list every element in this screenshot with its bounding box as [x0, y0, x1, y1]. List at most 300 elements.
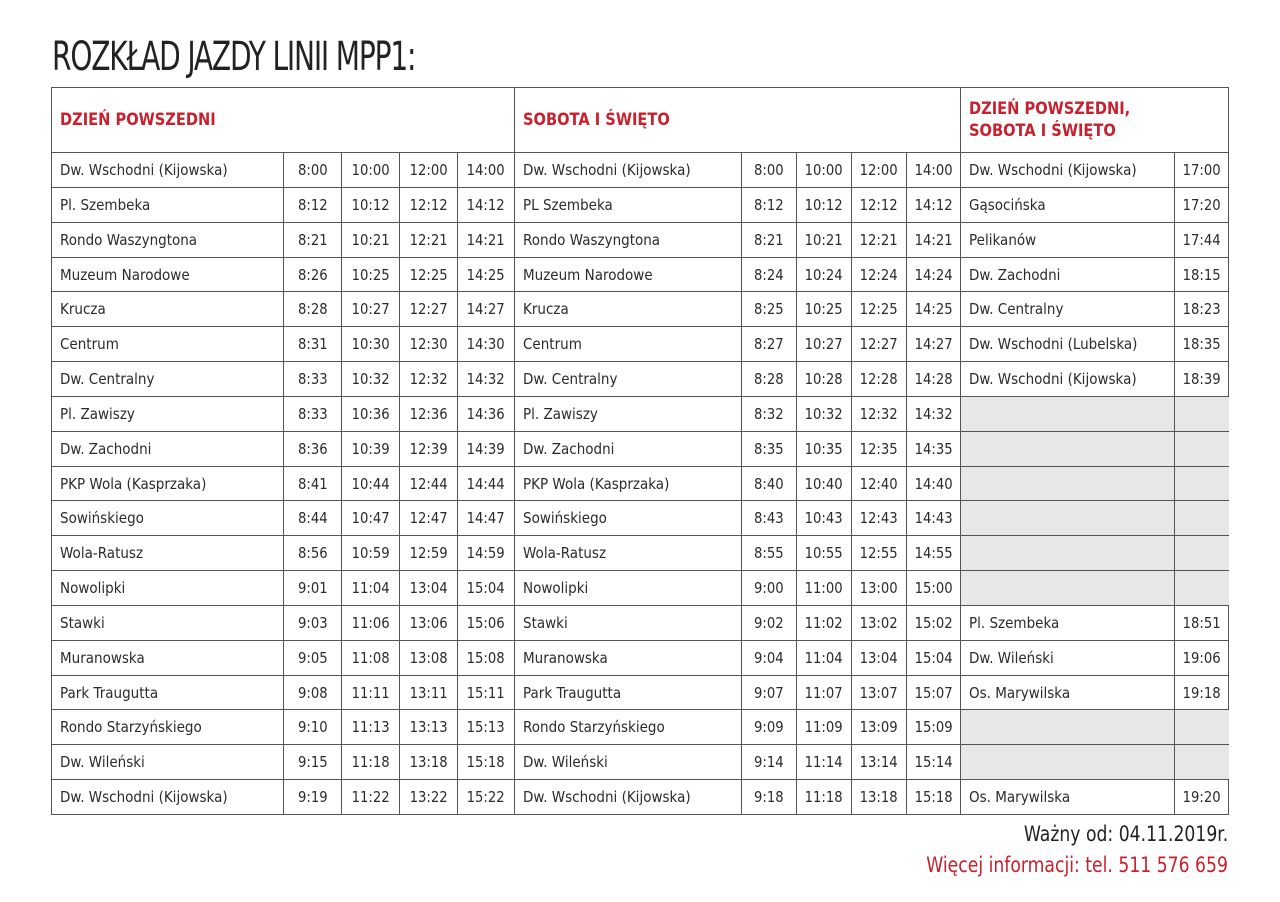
- departure-time: 12:00: [859, 161, 899, 179]
- stop-name: PKP Wola (Kasprzaka): [523, 474, 670, 493]
- stop-name-cell: [515, 745, 742, 780]
- departure-time-cell: [852, 467, 907, 502]
- departure-time-cell: [284, 571, 342, 606]
- stop-name-cell: [52, 258, 284, 293]
- departure-time: 14:32: [914, 404, 953, 423]
- departure-time-cell: [400, 258, 458, 293]
- section-header-2: [515, 88, 961, 153]
- departure-time-cell: [907, 467, 961, 502]
- departure-time: 8:25: [754, 300, 784, 319]
- departure-time: 14:12: [466, 195, 506, 214]
- departure-time-cell: [342, 223, 400, 258]
- stop-name: Krucza: [523, 300, 569, 319]
- departure-time: 9:07: [754, 683, 784, 702]
- empty-time-cell: [1175, 536, 1229, 571]
- departure-time-cell: [284, 362, 342, 397]
- empty-time-cell: [1175, 432, 1229, 467]
- stop-name: Pl. Szembeka: [60, 195, 151, 214]
- section-header-label: DZIEŃ POWSZEDNI: [60, 110, 216, 130]
- departure-time-cell: [458, 501, 515, 536]
- departure-time-cell: [852, 571, 907, 606]
- departure-time-cell: [458, 467, 515, 502]
- departure-time: 12:24: [859, 265, 899, 284]
- departure-time: 12:59: [409, 544, 448, 563]
- departure-time-cell: [458, 606, 515, 641]
- departure-time-cell: [400, 536, 458, 571]
- departure-time-cell: [400, 153, 458, 188]
- departure-time: 10:39: [351, 439, 390, 458]
- departure-time-cell: [907, 327, 961, 362]
- departure-time: 14:24: [914, 265, 953, 284]
- stop-name-cell: [515, 641, 742, 676]
- departure-time: 10:35: [804, 439, 844, 458]
- departure-time-cell: [742, 397, 797, 432]
- stop-name-cell: [515, 153, 742, 188]
- departure-time: 11:11: [351, 683, 390, 702]
- departure-time: 12:36: [409, 404, 448, 423]
- departure-time-cell: [742, 362, 797, 397]
- stop-name-cell: [961, 780, 1175, 815]
- departure-time: 9:15: [297, 753, 328, 772]
- departure-time: 15:09: [914, 718, 953, 737]
- departure-time: 18:35: [1182, 335, 1222, 354]
- departure-time-cell: [907, 362, 961, 397]
- departure-time: 12:27: [409, 300, 448, 319]
- departure-time-cell: [342, 258, 400, 293]
- departure-time: 13:22: [409, 788, 448, 807]
- departure-time: 13:11: [409, 683, 448, 702]
- departure-time: 15:22: [466, 788, 506, 807]
- departure-time: 15:02: [914, 613, 953, 632]
- stop-name: Centrum: [60, 335, 119, 354]
- stop-name-cell: [515, 780, 742, 815]
- departure-time-cell: [400, 432, 458, 467]
- departure-time-cell: [458, 432, 515, 467]
- departure-time-cell: [742, 432, 797, 467]
- departure-time-cell: [1175, 641, 1229, 676]
- departure-time: 12:27: [859, 335, 899, 354]
- departure-time: 15:00: [914, 579, 953, 598]
- departure-time: 10:28: [804, 370, 844, 389]
- departure-time: 14:30: [466, 335, 506, 354]
- departure-time-cell: [458, 258, 515, 293]
- departure-time: 11:13: [351, 718, 390, 737]
- departure-time: 19:18: [1182, 683, 1222, 702]
- stop-name-cell: [515, 188, 742, 223]
- stop-name-cell: [961, 153, 1175, 188]
- valid-from-note: Ważny od: 04.11.2019r.: [1023, 822, 1228, 846]
- departure-time-cell: [907, 676, 961, 711]
- departure-time: 9:08: [297, 683, 328, 702]
- departure-time: 9:00: [754, 579, 784, 598]
- departure-time-cell: [852, 223, 907, 258]
- departure-time: 10:59: [351, 544, 390, 563]
- departure-time: 11:09: [804, 718, 844, 737]
- stop-name-cell: [515, 292, 742, 327]
- empty-stop-cell: [961, 432, 1175, 467]
- stop-name: Dw. Wschodni (Kijowska): [60, 161, 228, 179]
- departure-time: 11:14: [804, 753, 844, 772]
- departure-time-cell: [797, 362, 852, 397]
- departure-time-cell: [400, 362, 458, 397]
- stop-name-cell: [52, 467, 284, 502]
- departure-time: 12:12: [409, 195, 448, 214]
- departure-time-cell: [797, 710, 852, 745]
- departure-time-cell: [852, 362, 907, 397]
- departure-time-cell: [742, 710, 797, 745]
- departure-time-cell: [458, 153, 515, 188]
- departure-time: 8:31: [297, 335, 328, 354]
- departure-time: 12:55: [859, 544, 899, 563]
- departure-time: 11:22: [351, 788, 390, 807]
- departure-time-cell: [797, 676, 852, 711]
- stop-name: Dw. Wschodni (Kijowska): [969, 370, 1137, 389]
- departure-time-cell: [400, 397, 458, 432]
- departure-time-cell: [400, 641, 458, 676]
- departure-time: 14:27: [466, 300, 506, 319]
- departure-time: 14:39: [466, 439, 506, 458]
- departure-time-cell: [342, 571, 400, 606]
- departure-time: 14:55: [914, 544, 953, 563]
- departure-time: 12:39: [409, 439, 448, 458]
- departure-time: 10:44: [351, 474, 390, 493]
- departure-time: 8:28: [297, 300, 328, 319]
- stop-name-cell: [52, 153, 284, 188]
- departure-time: 14:40: [914, 474, 953, 493]
- stop-name: Nowolipki: [60, 579, 126, 598]
- stop-name-cell: [515, 501, 742, 536]
- departure-time: 10:55: [804, 544, 844, 563]
- empty-stop-cell: [961, 710, 1175, 745]
- departure-time: 11:04: [351, 579, 390, 598]
- departure-time-cell: [852, 676, 907, 711]
- departure-time-cell: [458, 327, 515, 362]
- departure-time-cell: [284, 327, 342, 362]
- departure-time-cell: [342, 710, 400, 745]
- stop-name: Dw. Wschodni (Kijowska): [523, 161, 691, 179]
- departure-time-cell: [284, 153, 342, 188]
- departure-time-cell: [852, 188, 907, 223]
- stop-name: Dw. Centralny: [60, 370, 155, 389]
- departure-time: 8:33: [297, 370, 328, 389]
- departure-time-cell: [400, 780, 458, 815]
- stop-name-cell: [52, 676, 284, 711]
- empty-time-cell: [1175, 710, 1229, 745]
- departure-time-cell: [907, 188, 961, 223]
- stop-name-cell: [515, 467, 742, 502]
- departure-time: 9:04: [754, 648, 784, 667]
- departure-time-cell: [797, 292, 852, 327]
- departure-time-cell: [852, 641, 907, 676]
- departure-time: 13:18: [859, 788, 899, 807]
- stop-name-cell: [52, 327, 284, 362]
- departure-time: 18:39: [1182, 370, 1222, 389]
- departure-time-cell: [458, 292, 515, 327]
- empty-stop-cell: [961, 536, 1175, 571]
- departure-time-cell: [400, 188, 458, 223]
- departure-time: 12:47: [409, 509, 448, 528]
- departure-time-cell: [852, 292, 907, 327]
- stop-name: Dw. Wschodni (Lubelska): [969, 335, 1138, 354]
- empty-stop-cell: [961, 745, 1175, 780]
- stop-name: Dw. Zachodni: [60, 439, 152, 458]
- departure-time: 8:12: [754, 195, 784, 214]
- stop-name: Dw. Wschodni (Kijowska): [969, 161, 1137, 179]
- stop-name-cell: [515, 362, 742, 397]
- departure-time: 8:35: [754, 439, 784, 458]
- stop-name: PL Szembeka: [523, 195, 613, 214]
- departure-time: 15:07: [914, 683, 953, 702]
- departure-time-cell: [742, 258, 797, 293]
- departure-time: 9:18: [754, 788, 784, 807]
- stop-name: Nowolipki: [523, 579, 589, 598]
- stop-name: Dw. Wileński: [969, 648, 1054, 667]
- departure-time: 9:05: [297, 648, 328, 667]
- departure-time-cell: [1175, 258, 1229, 293]
- departure-time: 15:04: [466, 579, 506, 598]
- departure-time: 8:44: [297, 509, 328, 528]
- departure-time-cell: [797, 780, 852, 815]
- departure-time: 15:14: [914, 753, 953, 772]
- departure-time: 14:21: [914, 230, 953, 249]
- stop-name: Wola-Ratusz: [523, 544, 607, 563]
- departure-time: 12:25: [409, 265, 448, 284]
- departure-time: 13:13: [409, 718, 448, 737]
- departure-time-cell: [852, 780, 907, 815]
- departure-time-cell: [284, 223, 342, 258]
- departure-time: 11:07: [804, 683, 844, 702]
- departure-time-cell: [907, 606, 961, 641]
- stop-name-cell: [961, 258, 1175, 293]
- departure-time-cell: [458, 397, 515, 432]
- departure-time: 12:40: [859, 474, 899, 493]
- departure-time: 10:00: [351, 161, 390, 179]
- departure-time-cell: [852, 606, 907, 641]
- departure-time: 10:32: [351, 370, 390, 389]
- stop-name-cell: [52, 397, 284, 432]
- departure-time-cell: [907, 397, 961, 432]
- departure-time: 14:00: [466, 161, 506, 179]
- departure-time-cell: [907, 432, 961, 467]
- departure-time: 10:00: [804, 161, 844, 179]
- departure-time: 13:04: [859, 648, 899, 667]
- departure-time: 10:27: [804, 335, 844, 354]
- stop-name: Wola-Ratusz: [60, 544, 144, 563]
- departure-time: 19:06: [1182, 648, 1222, 667]
- departure-time-cell: [797, 397, 852, 432]
- departure-time: 10:43: [804, 509, 844, 528]
- stop-name-cell: [52, 223, 284, 258]
- stop-name: Pelikanów: [969, 230, 1037, 249]
- departure-time: 10:36: [351, 404, 390, 423]
- departure-time: 13:04: [409, 579, 448, 598]
- departure-time-cell: [458, 745, 515, 780]
- departure-time: 14:25: [466, 265, 506, 284]
- departure-time-cell: [458, 362, 515, 397]
- timetable-grid: [51, 87, 1229, 815]
- stop-name-cell: [52, 501, 284, 536]
- departure-time-cell: [1175, 327, 1229, 362]
- departure-time: 10:24: [804, 265, 844, 284]
- departure-time: 13:06: [409, 613, 448, 632]
- departure-time: 8:21: [297, 230, 328, 249]
- departure-time-cell: [284, 292, 342, 327]
- empty-time-cell: [1175, 501, 1229, 536]
- departure-time: 15:13: [466, 718, 506, 737]
- departure-time: 12:12: [859, 195, 899, 214]
- departure-time-cell: [342, 292, 400, 327]
- stop-name: Os. Marywilska: [969, 788, 1071, 807]
- departure-time: 14:25: [914, 300, 953, 319]
- stop-name-cell: [52, 188, 284, 223]
- departure-time: 11:00: [804, 579, 844, 598]
- departure-time: 8:43: [754, 509, 784, 528]
- departure-time: 14:47: [466, 509, 506, 528]
- departure-time: 12:21: [859, 230, 899, 249]
- empty-time-cell: [1175, 397, 1229, 432]
- stop-name: Dw. Centralny: [969, 300, 1064, 319]
- departure-time-cell: [907, 258, 961, 293]
- departure-time-cell: [284, 501, 342, 536]
- stop-name-cell: [515, 710, 742, 745]
- departure-time-cell: [907, 536, 961, 571]
- departure-time-cell: [907, 710, 961, 745]
- stop-name-cell: [52, 292, 284, 327]
- stop-name-cell: [961, 676, 1175, 711]
- stop-name-cell: [515, 258, 742, 293]
- departure-time: 17:44: [1182, 230, 1222, 249]
- departure-time-cell: [400, 223, 458, 258]
- stop-name: Pl. Zawiszy: [60, 404, 135, 423]
- departure-time-cell: [1175, 188, 1229, 223]
- section-header-3: [961, 88, 1229, 153]
- departure-time: 10:12: [351, 195, 390, 214]
- departure-time-cell: [852, 258, 907, 293]
- departure-time: 12:44: [409, 474, 448, 493]
- stop-name-cell: [52, 780, 284, 815]
- departure-time-cell: [797, 641, 852, 676]
- departure-time: 14:44: [466, 474, 506, 493]
- stop-name: Dw. Centralny: [523, 370, 618, 389]
- stop-name-cell: [52, 432, 284, 467]
- departure-time: 12:43: [859, 509, 899, 528]
- departure-time-cell: [797, 536, 852, 571]
- stop-name: Centrum: [523, 335, 582, 354]
- departure-time-cell: [342, 780, 400, 815]
- departure-time: 13:09: [859, 718, 899, 737]
- departure-time-cell: [342, 501, 400, 536]
- departure-time-cell: [742, 571, 797, 606]
- departure-time: 17:00: [1182, 161, 1222, 179]
- departure-time: 8:32: [754, 404, 784, 423]
- section-header-label: DZIEŃ POWSZEDNI, SOBOTA I ŚWIĘTO: [969, 99, 1131, 141]
- departure-time-cell: [284, 467, 342, 502]
- departure-time-cell: [742, 641, 797, 676]
- departure-time-cell: [284, 258, 342, 293]
- departure-time-cell: [342, 641, 400, 676]
- departure-time-cell: [458, 536, 515, 571]
- departure-time: 13:08: [409, 648, 448, 667]
- departure-time-cell: [1175, 362, 1229, 397]
- departure-time-cell: [342, 153, 400, 188]
- departure-time: 14:00: [914, 161, 953, 179]
- stop-name-cell: [961, 188, 1175, 223]
- departure-time: 14:35: [914, 439, 953, 458]
- stop-name-cell: [515, 327, 742, 362]
- departure-time: 12:35: [859, 439, 899, 458]
- stop-name: Muranowska: [60, 648, 145, 667]
- departure-time: 13:07: [859, 683, 899, 702]
- departure-time-cell: [742, 223, 797, 258]
- departure-time: 14:43: [914, 509, 953, 528]
- departure-time-cell: [1175, 153, 1229, 188]
- departure-time-cell: [342, 606, 400, 641]
- departure-time-cell: [458, 571, 515, 606]
- stop-name-cell: [961, 292, 1175, 327]
- departure-time: 15:18: [466, 753, 506, 772]
- departure-time: 8:12: [297, 195, 328, 214]
- departure-time-cell: [458, 188, 515, 223]
- stop-name: Stawki: [523, 613, 568, 632]
- departure-time-cell: [907, 780, 961, 815]
- departure-time: 10:21: [804, 230, 844, 249]
- stop-name-cell: [515, 223, 742, 258]
- departure-time: 14:21: [466, 230, 506, 249]
- stop-name-cell: [515, 571, 742, 606]
- departure-time-cell: [458, 223, 515, 258]
- departure-time-cell: [458, 641, 515, 676]
- departure-time-cell: [1175, 223, 1229, 258]
- departure-time-cell: [852, 745, 907, 780]
- departure-time-cell: [342, 432, 400, 467]
- departure-time: 11:18: [804, 788, 844, 807]
- departure-time-cell: [797, 327, 852, 362]
- departure-time-cell: [797, 153, 852, 188]
- departure-time: 11:04: [804, 648, 844, 667]
- departure-time: 9:10: [297, 718, 328, 737]
- departure-time-cell: [342, 745, 400, 780]
- departure-time: 8:28: [754, 370, 784, 389]
- departure-time-cell: [742, 780, 797, 815]
- departure-time: 8:24: [754, 265, 784, 284]
- departure-time: 10:25: [804, 300, 844, 319]
- stop-name: Stawki: [60, 613, 105, 632]
- departure-time: 10:12: [804, 195, 844, 214]
- departure-time-cell: [342, 467, 400, 502]
- section-header-label: SOBOTA I ŚWIĘTO: [523, 110, 670, 130]
- departure-time-cell: [400, 571, 458, 606]
- stop-name: Krucza: [60, 300, 106, 319]
- departure-time-cell: [284, 432, 342, 467]
- departure-time-cell: [742, 676, 797, 711]
- departure-time-cell: [342, 188, 400, 223]
- stop-name: Dw. Zachodni: [969, 265, 1061, 284]
- stop-name-cell: [961, 362, 1175, 397]
- departure-time-cell: [852, 153, 907, 188]
- departure-time-cell: [400, 292, 458, 327]
- departure-time: 14:36: [466, 404, 506, 423]
- departure-time: 8:56: [297, 544, 328, 563]
- departure-time: 15:11: [466, 683, 506, 702]
- departure-time-cell: [742, 501, 797, 536]
- departure-time-cell: [284, 745, 342, 780]
- departure-time: 11:18: [351, 753, 390, 772]
- stop-name-cell: [961, 606, 1175, 641]
- departure-time-cell: [852, 327, 907, 362]
- departure-time-cell: [742, 536, 797, 571]
- stop-name-cell: [52, 606, 284, 641]
- departure-time: 10:25: [351, 265, 390, 284]
